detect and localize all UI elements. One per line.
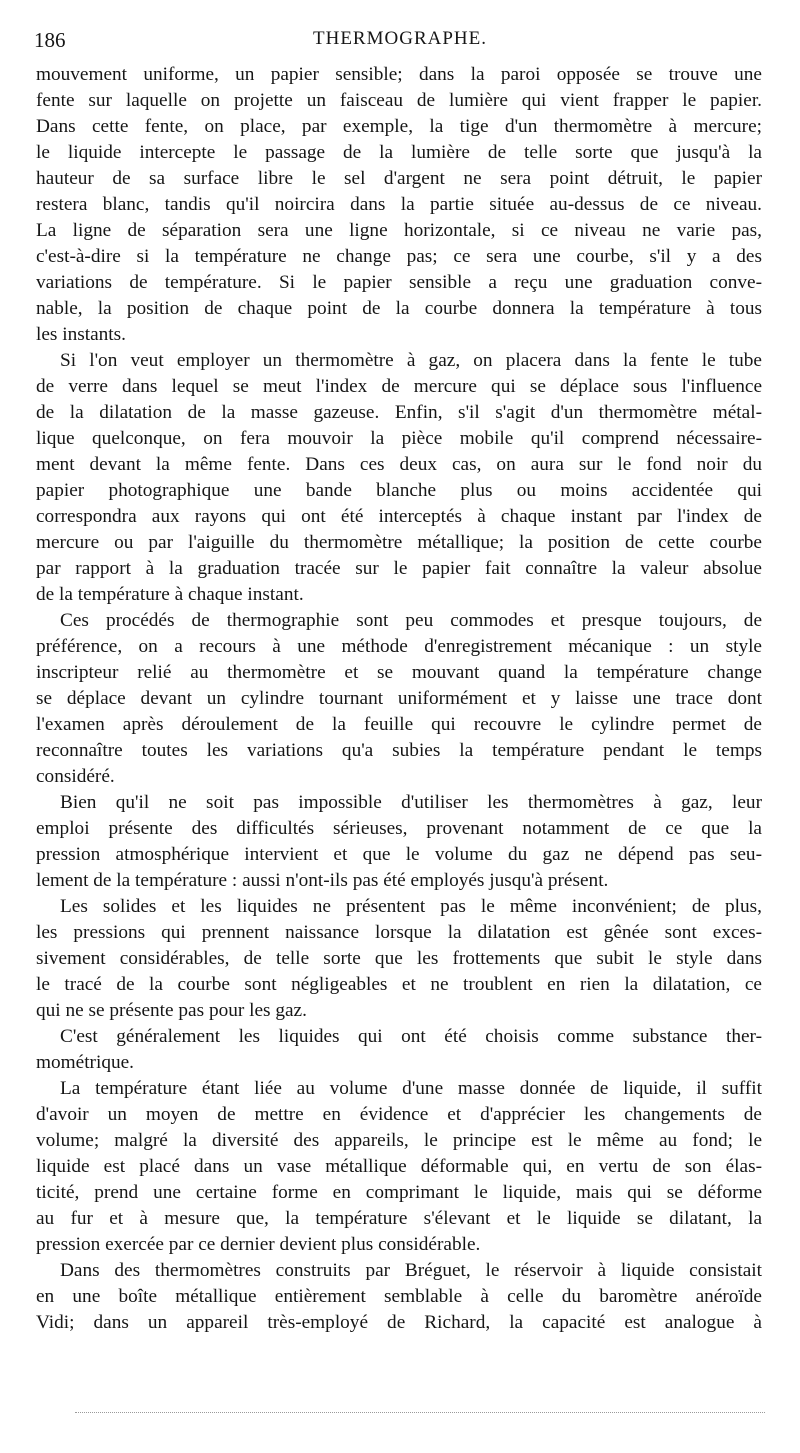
body-text (36, 62, 762, 1336)
text-line: Si l'on veut employer un thermomètre à gaz, on placera dans la fente le tube (60, 350, 762, 371)
text-line: Les solides et les liquides ne présentent pas le même inconvénient; de plus, (60, 896, 762, 917)
text-line: Dans des thermomètres construits par Bréguet, le réservoir à liquide consistait (60, 1260, 762, 1281)
text-line: les pressions qui prennent naissance lorsque la dilatation est gênée sont exces- (36, 922, 762, 943)
text-line: ticité, prend une certaine forme en comprimant le liquide, mais qui se déforme (36, 1182, 762, 1203)
text-line: inscripteur relié au thermomètre et se mouvant quand la température change (36, 662, 762, 683)
text-line: de verre dans lequel se meut l'index de mercure qui se déplace sous l'influence (36, 376, 762, 397)
text-line: C'est généralement les liquides qui ont été choisis comme substance ther- (60, 1026, 762, 1047)
text-line: préférence, on a recours à une méthode d'enregistrement mécanique : un style (36, 636, 762, 657)
text-line: nable, la position de chaque point de la courbe donnera la température à tous (36, 298, 762, 319)
text-line: d'avoir un moyen de mettre en évidence et d'apprécier les changements de (36, 1104, 762, 1125)
text-line: Dans cette fente, on place, par exemple, la tige d'un thermomètre à mercure; (36, 116, 762, 137)
text-line: pression exercée par ce dernier devient plus considérable. (36, 1234, 481, 1255)
text-line: correspondra aux rayons qui ont été interceptés à chaque instant par l'index de (36, 506, 762, 527)
text-line: c'est-à-dire si la température ne change pas; ce sera une courbe, s'il y a des (36, 246, 762, 267)
text-line: par rapport à la graduation tracée sur le papier fait connaître la valeur absolue (36, 558, 762, 579)
text-line: restera blanc, tandis qu'il noircira dans la partie située au-dessus de ce niveau. (36, 194, 762, 215)
page-header (34, 28, 766, 58)
text-line: les instants. (36, 324, 126, 345)
text-line: ment devant la même fente. Dans ces deux cas, on aura sur le fond noir du (36, 454, 762, 475)
text-line: le liquide intercepte le passage de la lumière de telle sorte que jusqu'à la (36, 142, 762, 163)
text-line: variations de température. Si le papier sensible a reçu une graduation conve- (36, 272, 762, 293)
text-line: fente sur laquelle on projette un faisceau de lumière qui vient frapper le papier. (36, 90, 762, 111)
text-line: le tracé de la courbe sont négligeables et ne troublent en rien la dilatation, ce (36, 974, 762, 995)
text-line: sivement considérables, de telle sorte que les frottements que subit le style dans (36, 948, 762, 969)
footer-rule (75, 1412, 765, 1413)
running-title: THERMOGRAPHE. (313, 28, 487, 49)
text-line: mercure ou par l'aiguille du thermomètre métallique; la position de cette courbe (36, 532, 762, 553)
text-line: mouvement uniforme, un papier sensible; dans la paroi opposée se trouve une (36, 64, 762, 85)
text-line: mométrique. (36, 1052, 134, 1073)
text-line: Vidi; dans un appareil très-employé de Richard, la capacité est analogue à (36, 1312, 762, 1333)
text-line: liquide est placé dans un vase métallique déformable qui, en vertu de son élas- (36, 1156, 762, 1177)
text-line: de la température à chaque instant. (36, 584, 304, 605)
text-line: emploi présente des difficultés sérieuses, provenant notamment de ce que la (36, 818, 762, 839)
text-line: Ces procédés de thermographie sont peu commodes et presque toujours, de (60, 610, 762, 631)
text-line: Bien qu'il ne soit pas impossible d'utiliser les thermomètres à gaz, leur (60, 792, 762, 813)
text-line: lique quelconque, on fera mouvoir la pièce mobile qu'il comprend nécessaire- (36, 428, 762, 449)
text-line: au fur et à mesure que, la température s'élevant et le liquide se dilatant, la (36, 1208, 762, 1229)
text-line: qui ne se présente pas pour les gaz. (36, 1000, 307, 1021)
page-number: 186 (34, 28, 66, 52)
text-line: se déplace devant un cylindre tournant uniformément et y laisse une trace dont (36, 688, 762, 709)
text-line: La ligne de séparation sera une ligne horizontale, si ce niveau ne varie pas, (36, 220, 762, 241)
text-line: La température étant liée au volume d'une masse donnée de liquide, il suffit (60, 1078, 762, 1099)
text-line: papier photographique une bande blanche plus ou moins accidentée qui (36, 480, 762, 501)
text-line: l'examen après déroulement de la feuille qui recouvre le cylindre permet de (36, 714, 762, 735)
text-line: reconnaître toutes les variations qu'a subies la température pendant le temps (36, 740, 762, 761)
text-line: hauteur de sa surface libre le sel d'argent ne sera point détruit, le papier (36, 168, 762, 189)
text-line: volume; malgré la diversité des appareils, le principe est le même au fond; le (36, 1130, 762, 1151)
text-line: lement de la température : aussi n'ont-ils pas été employés jusqu'à présent. (36, 870, 609, 891)
text-line: en une boîte métallique entièrement semblable à celle du baromètre anéroïde (36, 1286, 762, 1307)
text-line: de la dilatation de la masse gazeuse. Enfin, s'il s'agit d'un thermomètre métal- (36, 402, 762, 423)
text-line: pression atmosphérique intervient et que le volume du gaz ne dépend pas seu- (36, 844, 762, 865)
text-line: considéré. (36, 766, 115, 787)
